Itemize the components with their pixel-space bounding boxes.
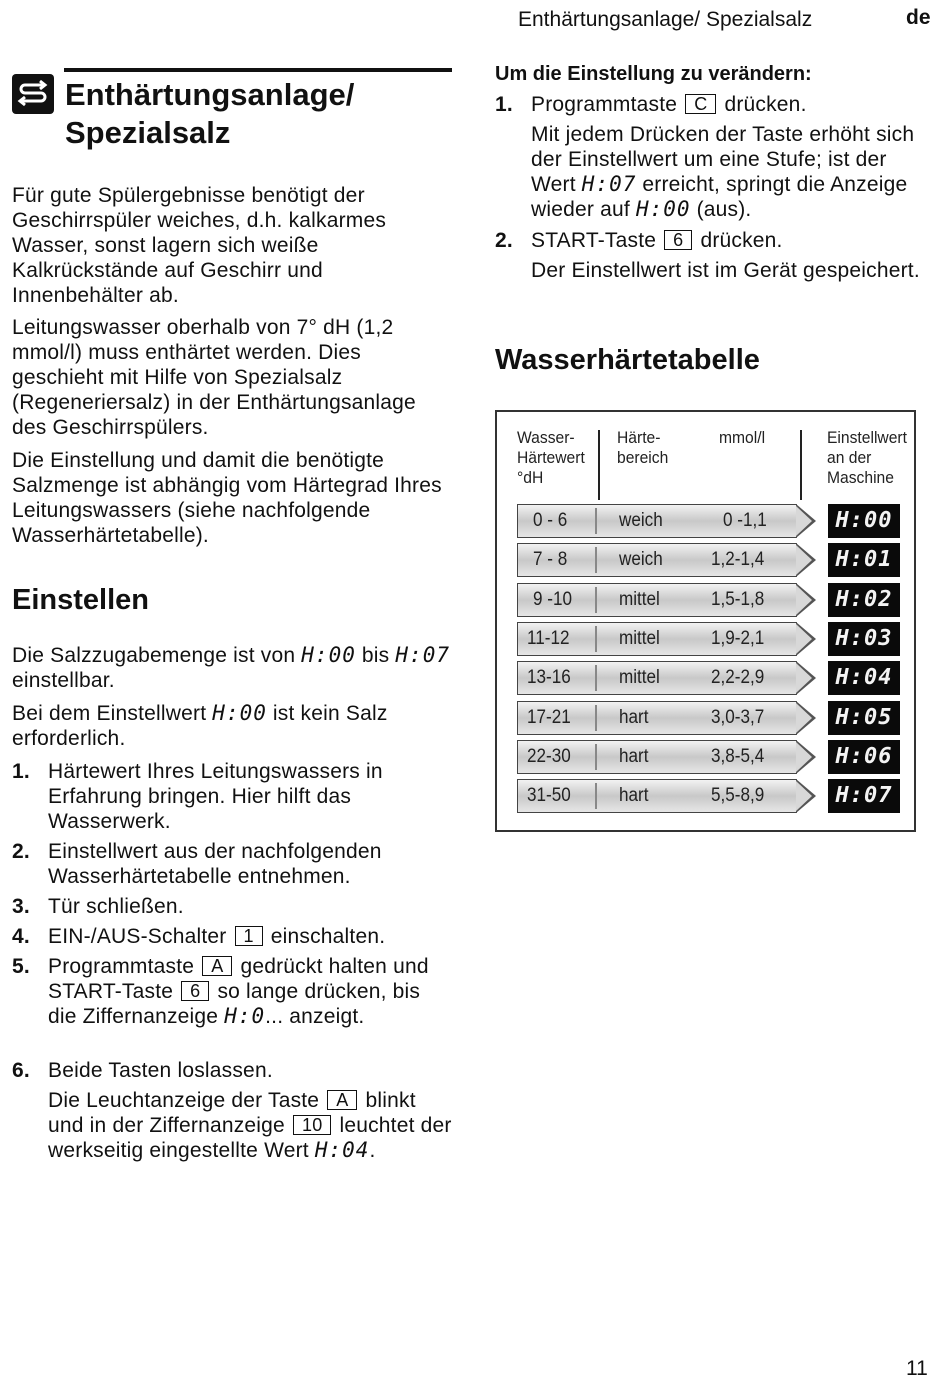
key-label: A xyxy=(202,956,232,976)
heading-water-hardness-table: Wasserhärtetabelle xyxy=(495,344,760,376)
row-divider xyxy=(595,665,597,691)
row-divider xyxy=(595,783,597,809)
column-header-range: Härte- bereich xyxy=(617,428,669,467)
cell-range: mittel xyxy=(619,589,660,610)
column-header-mmol: mmol/l xyxy=(719,428,766,447)
cell-range: weich xyxy=(619,549,663,570)
display-value: H:04 xyxy=(314,1138,370,1162)
step-5: 5. Programmtaste A gedrückt halten und START-Taste 6 so lange drücken, bis die Ziffernanzeige H:0... anzeigt. xyxy=(12,955,429,1028)
table-row xyxy=(517,504,817,538)
row-arrow-fill xyxy=(796,624,812,654)
setting-display: H:02 xyxy=(828,583,900,617)
heading-change-setting: Um die Einstellung zu verändern: xyxy=(495,63,812,85)
key-label: 6 xyxy=(181,981,209,1001)
row-divider xyxy=(595,744,597,770)
table-row xyxy=(517,583,817,617)
cell-range: mittel xyxy=(619,628,660,649)
row-divider xyxy=(595,547,597,573)
cell-dh: 22-30 xyxy=(527,746,571,767)
heading-einstellen: Einstellen xyxy=(12,584,149,616)
table-row xyxy=(517,701,817,735)
row-divider xyxy=(595,705,597,731)
row-arrow-fill xyxy=(796,742,812,772)
display-value: H:0 xyxy=(224,1004,266,1028)
setting-display: H:06 xyxy=(828,740,900,774)
table-row xyxy=(517,622,817,656)
cell-mmol: 1,5-1,8 xyxy=(711,589,765,610)
step-4: 4. EIN-/AUS-Schalter 1 einschalten. xyxy=(12,925,386,948)
cell-dh: 17-21 xyxy=(527,707,571,728)
einstellen-paragraph-1: Die Salzzugabemenge ist von H:00 bis H:07 einstellbar. xyxy=(12,643,450,692)
running-header-title: Enthärtungsanlage/ Spezialsalz xyxy=(518,8,813,31)
intro-paragraph-2: Leitungswasser oberhalb von 7° dH (1,2 mmol/l) muss enthärtet werden. Dies geschieht mit Hilfe von Spezialsalz (Regeneriersalz) in der Enthärtungsanlage des Geschirrspülers. xyxy=(12,316,416,439)
step-2: 2. Einstellwert aus der nachfolgenden Wasserhärtetabelle entnehmen. xyxy=(12,840,382,888)
key-label: 6 xyxy=(664,230,692,250)
column-divider xyxy=(800,430,802,500)
cell-dh: 11-12 xyxy=(527,628,570,649)
water-hardness-table xyxy=(495,410,916,832)
change-step-1: 1. Programmtaste C drücken. Mit jedem Drücken der Taste erhöht sich der Einstellwert um eine Stufe; ist der Wert H:07 erreicht, springt die Anzeige wieder auf H:00 (aus). xyxy=(495,92,935,222)
salt-softener-icon xyxy=(12,74,54,114)
row-divider xyxy=(595,587,597,613)
table-row xyxy=(517,779,817,813)
step-3: 3. Tür schließen. xyxy=(12,895,184,918)
row-divider xyxy=(595,626,597,652)
table-row xyxy=(517,740,817,774)
change-step-2: 2. START-Taste 6 drücken. Der Einstellwert ist im Gerät gespeichert. xyxy=(495,229,920,282)
row-arrow-fill xyxy=(796,585,812,615)
column-header-setting: Einstellwert an der Maschine xyxy=(827,428,907,487)
row-arrow-fill xyxy=(796,781,812,811)
cell-range: mittel xyxy=(619,667,660,688)
key-label: 1 xyxy=(235,926,263,946)
setting-display: H:01 xyxy=(828,543,900,577)
cell-mmol: 5,5-8,9 xyxy=(711,785,765,806)
cell-mmol: 3,8-5,4 xyxy=(711,746,765,767)
column-divider xyxy=(598,430,600,500)
table-row xyxy=(517,543,817,577)
step-6: 6. Beide Tasten loslassen. Die Leuchtanzeige der Taste A blinkt und in der Ziffernanzeige 10 leuchtet der werkseitig eingestellte Wert H:04. xyxy=(12,1059,452,1162)
cell-mmol: 3,0-3,7 xyxy=(711,707,765,728)
display-value: H:00 xyxy=(635,197,691,221)
table-row xyxy=(517,661,817,695)
row-divider xyxy=(595,508,597,534)
key-label: 10 xyxy=(293,1115,331,1135)
change-step-1-detail: Mit jedem Drücken der Taste erhöht sich der Einstellwert um eine Stufe; ist der Wert H:07 erreicht, springt die Anzeige wieder auf H:00 (aus). xyxy=(531,123,915,221)
key-label: A xyxy=(327,1090,357,1110)
setting-display: H:00 xyxy=(828,504,900,538)
intro-paragraph-1: Für gute Spülergebnisse benötigt der Geschirrspüler weiches, d.h. kalkarmes Wasser, sonst lagern sich weiße Kalkrückstände auf Geschirr und Innenbehälter ab. xyxy=(12,184,387,307)
setting-display: H:03 xyxy=(828,622,900,656)
step-6-detail: Die Leuchtanzeige der Taste A blinkt und in der Ziffernanzeige 10 leuchtet der werkseitig eingestellte Wert H:04. xyxy=(48,1089,452,1162)
intro-paragraph-3: Die Einstellung und damit die benötigte Salzmenge ist abhängig vom Härtegrad Ihres Leitungswassers (siehe nachfolgende Wasserhärtetabelle). xyxy=(12,449,442,547)
cell-range: hart xyxy=(619,746,649,767)
row-arrow-fill xyxy=(796,545,812,575)
column-header-hardness: Wasser- Härtewert °dH xyxy=(517,428,585,487)
setting-display: H:04 xyxy=(828,661,900,695)
cell-dh: 13-16 xyxy=(527,667,571,688)
language-code: de xyxy=(906,6,931,29)
cell-dh: 7 - 8 xyxy=(533,549,568,570)
cell-dh: 9 -10 xyxy=(533,589,572,610)
key-label: C xyxy=(685,94,716,114)
section-title-line2: Spezialsalz xyxy=(65,115,231,150)
display-value: H:00 xyxy=(301,643,356,667)
einstellen-paragraph-2: Bei dem Einstellwert H:00 ist kein Salz erforderlich. xyxy=(12,701,388,750)
display-value: H:07 xyxy=(395,643,450,667)
cell-range: hart xyxy=(619,707,649,728)
row-arrow-fill xyxy=(796,703,812,733)
setting-display: H:05 xyxy=(828,701,900,735)
row-arrow-fill xyxy=(796,506,812,536)
display-value: H:07 xyxy=(581,172,637,196)
cell-mmol: 1,2-1,4 xyxy=(711,549,765,570)
section-title xyxy=(65,76,354,152)
section-title-line1: Enthärtungsanlage/ xyxy=(65,77,355,112)
cell-range: weich xyxy=(619,510,663,531)
step-1: 1. Härtewert Ihres Leitungswassers in Erfahrung bringen. Hier hilft das Wasserwerk. xyxy=(12,760,383,833)
cell-mmol: 2,2-2,9 xyxy=(711,667,765,688)
row-arrow-fill xyxy=(796,663,812,693)
cell-mmol: 0 -1,1 xyxy=(723,510,767,531)
cell-range: hart xyxy=(619,785,649,806)
cell-dh: 31-50 xyxy=(527,785,571,806)
setting-display: H:07 xyxy=(828,779,900,813)
cell-dh: 0 - 6 xyxy=(533,510,568,531)
page-number: 11 xyxy=(906,1357,928,1380)
cell-mmol: 1,9-2,1 xyxy=(711,628,765,649)
display-value: H:00 xyxy=(212,701,267,725)
title-rule xyxy=(64,68,452,72)
